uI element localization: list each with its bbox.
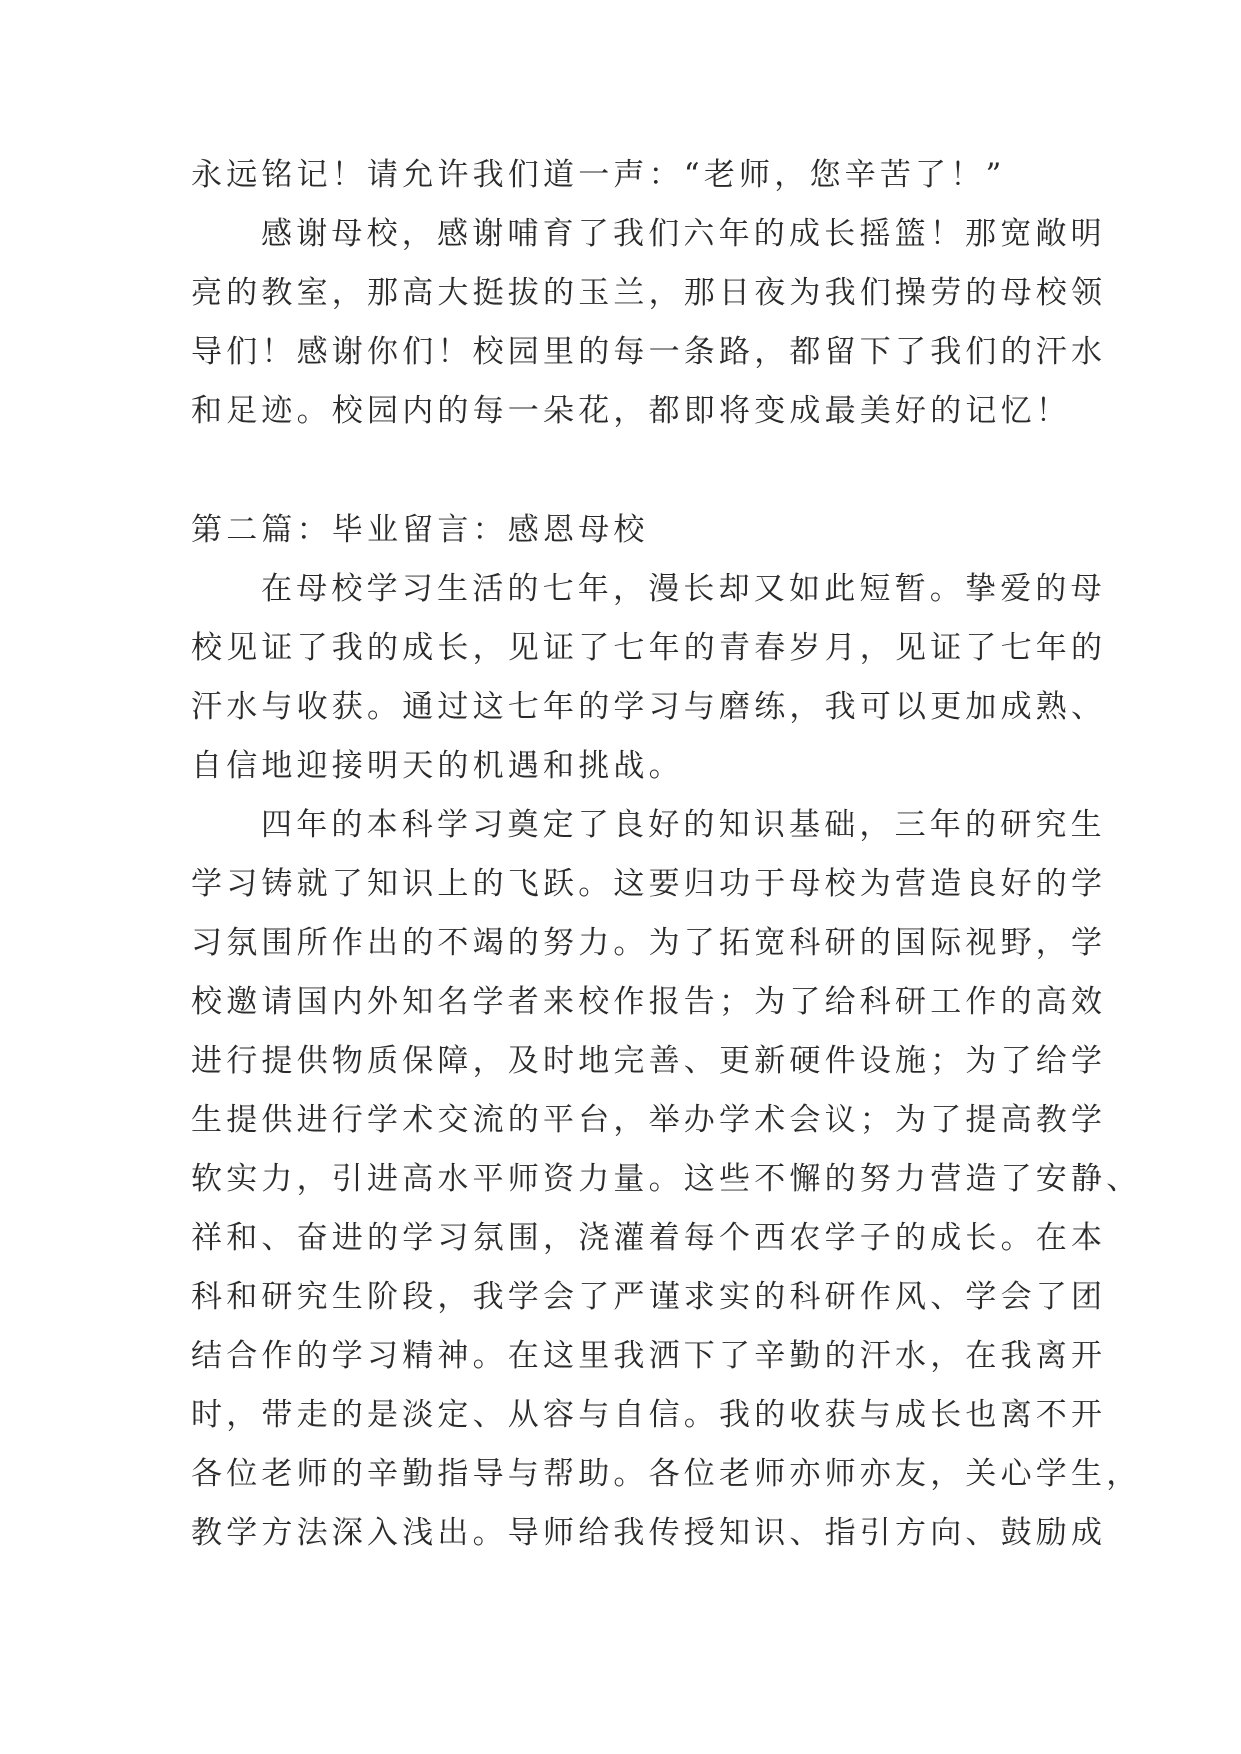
body-line: 生提供进行学术交流的平台，举办学术会议；为了提高教学	[191, 1102, 1107, 1138]
paragraph-first-line: 四年的本科学习奠定了良好的知识基础，三年的研究生	[261, 807, 1106, 843]
body-line: 各位老师的辛勤指导与帮助。各位老师亦师亦友，关心学生，	[191, 1456, 1142, 1492]
body-line: 习氛围所作出的不竭的努力。为了拓宽科研的国际视野，学	[191, 925, 1107, 961]
body-line: 校邀请国内外知名学者来校作报告；为了给科研工作的高效	[191, 984, 1107, 1020]
body-line: 校见证了我的成长，见证了七年的青春岁月，见证了七年的	[191, 630, 1107, 666]
body-line: 亮的教室，那高大挺拔的玉兰，那日夜为我们操劳的母校领	[191, 275, 1107, 311]
body-line: 自信地迎接明天的机遇和挑战。	[191, 748, 684, 784]
body-line: 导们！感谢你们！校园里的每一条路，都留下了我们的汗水	[191, 334, 1107, 370]
body-line: 永远铭记！请允许我们道一声：“老师，您辛苦了！”	[191, 157, 1006, 193]
section-title: 第二篇：毕业留言：感恩母校	[191, 512, 649, 548]
paragraph-first-line: 感谢母校，感谢哺育了我们六年的成长摇篮！那宽敞明	[261, 216, 1106, 252]
body-line: 教学方法深入浅出。导师给我传授知识、指引方向、鼓励成	[191, 1515, 1107, 1551]
paragraph-first-line: 在母校学习生活的七年，漫长却又如此短暂。挚爱的母	[261, 571, 1106, 607]
body-line: 时，带走的是淡定、从容与自信。我的收获与成长也离不开	[191, 1397, 1107, 1433]
body-line: 软实力，引进高水平师资力量。这些不懈的努力营造了安静、	[191, 1161, 1142, 1197]
body-line: 科和研究生阶段，我学会了严谨求实的科研作风、学会了团	[191, 1279, 1107, 1315]
body-line: 汗水与收获。通过这七年的学习与磨练，我可以更加成熟、	[191, 689, 1107, 725]
body-line: 学习铸就了知识上的飞跃。这要归功于母校为营造良好的学	[191, 866, 1107, 902]
body-line: 结合作的学习精神。在这里我洒下了辛勤的汗水，在我离开	[191, 1338, 1107, 1374]
document-body	[191, 146, 1142, 1563]
body-line: 和足迹。校园内的每一朵花，都即将变成最美好的记忆！	[191, 393, 1071, 429]
body-line: 进行提供物质保障，及时地完善、更新硬件设施；为了给学	[191, 1043, 1107, 1079]
section-gap	[191, 441, 1069, 501]
body-line: 祥和、奋进的学习氛围，浇灌着每个西农学子的成长。在本	[191, 1220, 1107, 1256]
